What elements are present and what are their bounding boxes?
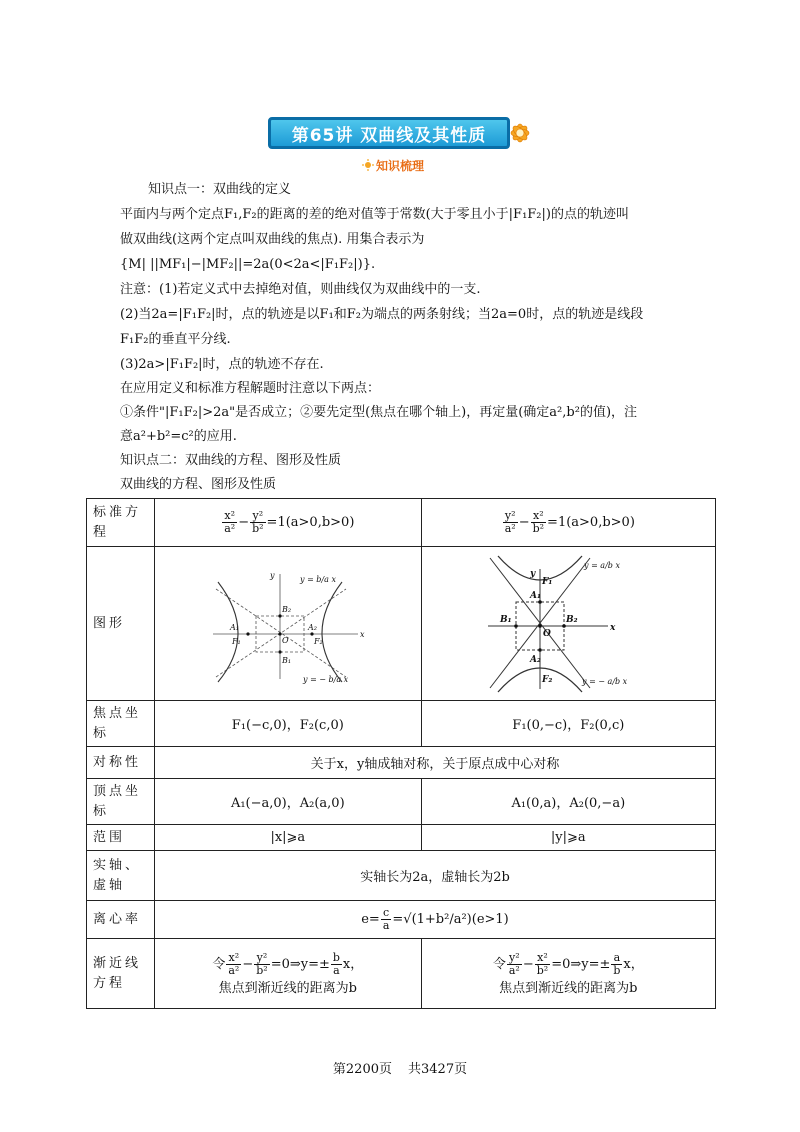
point-label: B₂ bbox=[566, 614, 578, 625]
title-banner bbox=[268, 115, 536, 155]
asymptote-note: 焦点到渐近线的距离为b bbox=[499, 980, 638, 996]
hyperbola-y-graph bbox=[478, 554, 658, 694]
text-line: 双曲线的方程、图形及性质 bbox=[120, 477, 277, 492]
eccentricity-value: e= $\frac{c}{a}$ =√(1+b²/a²)(e>1) bbox=[155, 901, 716, 939]
text-line: F₁F₂的垂直平分线. bbox=[120, 332, 231, 347]
asymptote-label: y = − a/b x bbox=[582, 676, 628, 686]
row-label: 范围 bbox=[87, 825, 155, 851]
focus-label: F₁ bbox=[542, 576, 553, 587]
table-row bbox=[87, 701, 716, 747]
table-row bbox=[87, 779, 716, 825]
page-total: 共3427页 bbox=[408, 1062, 468, 1077]
graph-left-cell bbox=[155, 547, 422, 701]
origin-label: O bbox=[543, 628, 552, 639]
graph-right-cell bbox=[421, 547, 715, 701]
asymptote-right: 令 $\frac{\text{y²}}{\text{a²}}$ − $\frac{\text{x²}}{\text{b²}}$ =0⇒y=± $\frac{a}{b}$ x， 焦点到渐近线的距离为b bbox=[421, 939, 715, 1009]
point-label: B₂ bbox=[281, 604, 291, 614]
focus-label: F₁ bbox=[231, 636, 241, 646]
row-label: 渐近线方程 bbox=[87, 939, 155, 1009]
focus-label: F₂ bbox=[313, 636, 323, 646]
text-line: 平面内与两个定点F₁,F₂的距离的差的绝对值等于常数(大于零且小于|F₁F₂|)的点的轨迹叫 bbox=[120, 207, 629, 222]
hyperbola-x-graph bbox=[208, 564, 368, 684]
range-right: |y|⩾a bbox=[421, 825, 715, 851]
row-label: 对称性 bbox=[87, 747, 155, 779]
table-row bbox=[87, 747, 716, 779]
text-line: 知识点一：双曲线的定义 bbox=[148, 182, 292, 197]
focus-right: F₁(0,−c)，F₂(0,c) bbox=[421, 701, 715, 747]
table-row bbox=[87, 499, 716, 547]
row-label: 图形 bbox=[87, 547, 155, 701]
point-label: B₁ bbox=[500, 614, 512, 625]
table-row bbox=[87, 901, 716, 939]
point-label: B₁ bbox=[281, 655, 291, 665]
text-line: 在应用定义和标准方程解题时注意以下两点： bbox=[120, 381, 381, 396]
text-line: {M| ||MF₁|−|MF₂||=2a(0<2a<|F₁F₂|)}. bbox=[120, 257, 376, 272]
text-line: 知识点二：双曲线的方程、图形及性质 bbox=[120, 453, 342, 468]
flower-icon bbox=[504, 115, 536, 151]
text-line: ①条件"|F₁F₂|>2a"是否成立；②要先定型(焦点在哪个轴上)，再定量(确定a²,b²的值)，注 bbox=[120, 405, 638, 420]
x-axis-label: x bbox=[610, 622, 616, 633]
asymptote-label: y = − b/a x bbox=[302, 674, 348, 684]
section-subtitle bbox=[362, 157, 424, 174]
asymptote-label: y = a/b x bbox=[584, 560, 621, 570]
y-axis-label: y bbox=[269, 570, 275, 580]
table-row bbox=[87, 939, 716, 1009]
std-eq-right: $\frac{\text{y²}}{\text{a²}}$ − $\frac{\text{x²}}{\text{b²}}$ =1(a>0,b>0) bbox=[421, 499, 715, 547]
row-label: 离心率 bbox=[87, 901, 155, 939]
row-label: 标准方程 bbox=[87, 499, 155, 547]
row-label: 实轴、虚轴 bbox=[87, 851, 155, 901]
vertex-label: A₂ bbox=[307, 622, 317, 632]
row-label: 顶点坐标 bbox=[87, 779, 155, 825]
page-footer bbox=[0, 1058, 800, 1077]
asymptote-label: y = b/a x bbox=[299, 574, 336, 584]
symmetry-value: 关于x，y轴成轴对称，关于原点成中心对称 bbox=[155, 747, 716, 779]
vertex-right: A₁(0,a)，A₂(0,−a) bbox=[421, 779, 715, 825]
page-title: 第65讲 双曲线及其性质 bbox=[268, 117, 510, 149]
asymptote-left: 令 $\frac{\text{x²}}{\text{a²}}$ − $\frac{\text{y²}}{\text{b²}}$ =0⇒y=± $\frac{b}{a}$ x， 焦点到渐近线的距离为b bbox=[155, 939, 422, 1009]
subtitle-text: 知识梳理 bbox=[376, 159, 425, 173]
y-axis-label: y bbox=[530, 568, 536, 579]
table-row bbox=[87, 547, 716, 701]
text-line: 注意：(1)若定义式中去掉绝对值，则曲线仅为双曲线中的一支. bbox=[120, 282, 481, 297]
row-label: 焦点坐标 bbox=[87, 701, 155, 747]
table-row bbox=[87, 825, 716, 851]
properties-table bbox=[86, 498, 716, 1009]
asymptote-note: 焦点到渐近线的距离为b bbox=[218, 980, 357, 996]
axis-value: 实轴长为2a，虚轴长为2b bbox=[155, 851, 716, 901]
focus-left: F₁(−c,0)，F₂(c,0) bbox=[155, 701, 422, 747]
vertex-left: A₁(−a,0)，A₂(a,0) bbox=[155, 779, 422, 825]
std-eq-left: $\frac{\text{x²}}{\text{a²}}$ − $\frac{\text{y²}}{\text{b²}}$ =1(a>0,b>0) bbox=[155, 499, 422, 547]
text-line: 意a²+b²=c²的应用. bbox=[120, 429, 237, 444]
table-row bbox=[87, 851, 716, 901]
range-left: |x|⩾a bbox=[155, 825, 422, 851]
x-axis-label: x bbox=[359, 629, 365, 639]
text-line: 做双曲线(这两个定点叫双曲线的焦点). 用集合表示为 bbox=[120, 232, 425, 247]
vertex-label: A₂ bbox=[530, 654, 542, 665]
vertex-label: A₁ bbox=[229, 622, 239, 632]
page-number: 第2200页 bbox=[332, 1062, 392, 1077]
text-line: (2)当2a=|F₁F₂|时，点的轨迹是以F₁和F₂为端点的两条射线；当2a=0时，点的轨迹是线段 bbox=[120, 307, 644, 322]
vertex-label: A₁ bbox=[530, 590, 542, 601]
text-line: (3)2a>|F₁F₂|时，点的轨迹不存在. bbox=[120, 357, 324, 372]
origin-label: O bbox=[281, 635, 289, 645]
focus-label: F₂ bbox=[542, 674, 553, 685]
sun-icon bbox=[362, 159, 374, 171]
